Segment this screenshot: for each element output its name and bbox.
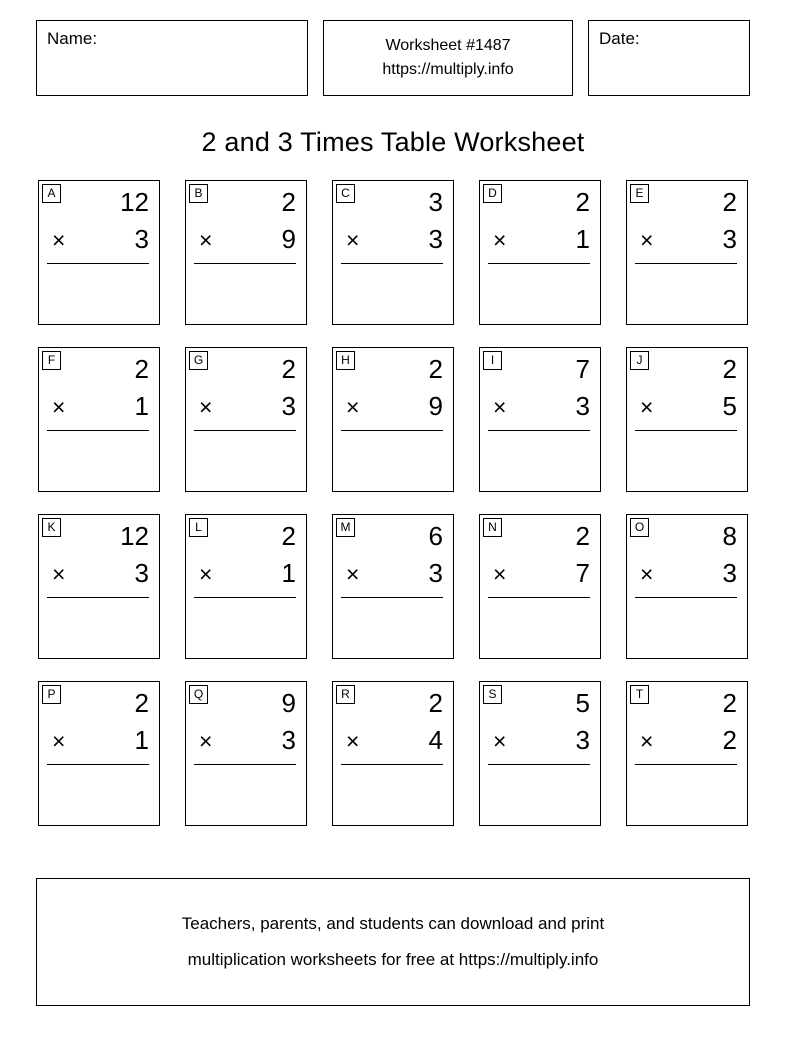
multiplicand: 7 — [575, 354, 590, 384]
multiplicand: 2 — [722, 688, 737, 718]
site-url: https://multiply.info — [382, 61, 514, 78]
multiplier-row — [47, 391, 149, 428]
problem-sum — [488, 521, 590, 598]
answer-rule — [47, 764, 149, 765]
multiplier: 1 — [281, 558, 296, 588]
problem-label: M — [336, 518, 355, 537]
problem-sum — [635, 521, 737, 598]
problem-d[interactable] — [479, 180, 601, 325]
multiplicand: 2 — [722, 354, 737, 384]
multiplicand: 2 — [722, 187, 737, 217]
multiplier-row — [635, 224, 737, 261]
answer-rule — [194, 430, 296, 431]
multiply-icon: × — [52, 394, 66, 420]
multiplier-row — [194, 391, 296, 428]
multiplier: 3 — [134, 558, 149, 588]
multiplicand-row — [635, 354, 737, 391]
problem-label: I — [483, 351, 502, 370]
answer-rule — [341, 597, 443, 598]
page-title: 2 and 3 Times Table Worksheet — [201, 127, 585, 157]
problem-sum — [635, 187, 737, 264]
multiplier-row — [635, 725, 737, 762]
problem-sum — [47, 521, 149, 598]
problem-sum — [47, 187, 149, 264]
answer-rule — [488, 263, 590, 264]
problem-e[interactable] — [626, 180, 748, 325]
problem-label: G — [189, 351, 208, 370]
problem-a[interactable] — [38, 180, 160, 325]
problem-label: R — [336, 685, 355, 704]
multiplicand-row — [341, 688, 443, 725]
multiplicand-row — [635, 521, 737, 558]
problem-r[interactable] — [332, 681, 454, 826]
problem-label: C — [336, 184, 355, 203]
multiply-icon: × — [640, 394, 654, 420]
multiplicand-row — [341, 521, 443, 558]
multiplier: 5 — [722, 391, 737, 421]
multiplier: 3 — [575, 725, 590, 755]
answer-rule — [194, 597, 296, 598]
problem-n[interactable] — [479, 514, 601, 659]
multiply-icon: × — [640, 227, 654, 253]
problem-f[interactable] — [38, 347, 160, 492]
problem-label: E — [630, 184, 649, 203]
multiply-icon: × — [52, 728, 66, 754]
multiplier: 3 — [281, 391, 296, 421]
multiplicand-row — [341, 187, 443, 224]
multiplier: 1 — [134, 725, 149, 755]
multiplicand-row — [194, 688, 296, 725]
multiplier-row — [341, 224, 443, 261]
problem-label: N — [483, 518, 502, 537]
problem-sum — [488, 187, 590, 264]
multiplicand: 2 — [281, 354, 296, 384]
answer-rule — [635, 430, 737, 431]
multiplicand-row — [488, 688, 590, 725]
multiplier-row — [47, 224, 149, 261]
problem-p[interactable] — [38, 681, 160, 826]
multiplier: 3 — [722, 558, 737, 588]
answer-rule — [488, 430, 590, 431]
multiplier-row — [194, 725, 296, 762]
multiply-icon: × — [493, 227, 507, 253]
multiplier-row — [488, 725, 590, 762]
answer-rule — [194, 764, 296, 765]
multiplicand: 9 — [281, 688, 296, 718]
multiplier: 4 — [428, 725, 443, 755]
problem-sum — [47, 688, 149, 765]
multiplier-row — [635, 391, 737, 428]
multiplicand-row — [341, 354, 443, 391]
multiplicand-row — [488, 187, 590, 224]
problem-label: O — [630, 518, 649, 537]
problem-sum — [488, 688, 590, 765]
answer-rule — [341, 764, 443, 765]
problem-sum — [194, 521, 296, 598]
problem-label: H — [336, 351, 355, 370]
multiply-icon: × — [346, 728, 360, 754]
multiplicand-row — [47, 688, 149, 725]
multiplicand-row — [635, 688, 737, 725]
problem-sum — [635, 354, 737, 431]
multiplicand: 5 — [575, 688, 590, 718]
problem-sum — [488, 354, 590, 431]
problem-sum — [341, 521, 443, 598]
problem-h[interactable] — [332, 347, 454, 492]
multiply-icon: × — [52, 561, 66, 587]
multiplier-row — [488, 558, 590, 595]
problem-sum — [341, 187, 443, 264]
multiplicand-row — [194, 521, 296, 558]
multiplicand-row — [194, 187, 296, 224]
problem-label: J — [630, 351, 649, 370]
answer-rule — [47, 263, 149, 264]
multiply-icon: × — [52, 227, 66, 253]
multiplicand: 12 — [120, 521, 149, 551]
multiply-icon: × — [493, 394, 507, 420]
date-label: Date: — [599, 29, 640, 48]
problem-i[interactable] — [479, 347, 601, 492]
multiplier: 3 — [281, 725, 296, 755]
multiplicand: 2 — [575, 187, 590, 217]
name-field[interactable] — [36, 20, 308, 96]
multiplier-row — [488, 224, 590, 261]
multiplier: 3 — [428, 558, 443, 588]
problem-c[interactable] — [332, 180, 454, 325]
multiply-icon: × — [640, 561, 654, 587]
answer-rule — [635, 764, 737, 765]
multiplicand-row — [635, 187, 737, 224]
multiplicand: 2 — [281, 187, 296, 217]
multiplicand: 2 — [428, 688, 443, 718]
problem-label: D — [483, 184, 502, 203]
multiplier: 3 — [722, 224, 737, 254]
problem-s[interactable] — [479, 681, 601, 826]
multiplier-row — [194, 224, 296, 261]
multiplicand: 2 — [134, 688, 149, 718]
multiplier: 2 — [722, 725, 737, 755]
multiply-icon: × — [493, 728, 507, 754]
problem-l[interactable] — [185, 514, 307, 659]
multiplicand: 2 — [134, 354, 149, 384]
problem-label: F — [42, 351, 61, 370]
worksheet-id: Worksheet #1487 — [385, 37, 511, 54]
problem-g[interactable] — [185, 347, 307, 492]
answer-rule — [47, 430, 149, 431]
multiplier-row — [341, 391, 443, 428]
multiplier-row — [194, 558, 296, 595]
problem-sum — [341, 354, 443, 431]
multiplicand-row — [47, 187, 149, 224]
multiplier: 3 — [134, 224, 149, 254]
answer-rule — [488, 764, 590, 765]
multiplier-row — [341, 558, 443, 595]
problem-sum — [341, 688, 443, 765]
multiplicand: 3 — [428, 187, 443, 217]
problem-label: Q — [189, 685, 208, 704]
multiply-icon: × — [640, 728, 654, 754]
date-field[interactable] — [588, 20, 750, 96]
problem-sum — [194, 187, 296, 264]
multiplier: 1 — [134, 391, 149, 421]
problem-sum — [194, 354, 296, 431]
multiply-icon: × — [346, 227, 360, 253]
multiplier: 9 — [428, 391, 443, 421]
problem-q[interactable] — [185, 681, 307, 826]
multiply-icon: × — [199, 561, 213, 587]
multiplicand: 8 — [722, 521, 737, 551]
multiplier-row — [488, 391, 590, 428]
answer-rule — [488, 597, 590, 598]
answer-rule — [194, 263, 296, 264]
multiplicand: 12 — [120, 187, 149, 217]
problem-k[interactable] — [38, 514, 160, 659]
worksheet-info — [323, 20, 573, 96]
problem-label: L — [189, 518, 208, 537]
multiplicand: 2 — [575, 521, 590, 551]
problem-m[interactable] — [332, 514, 454, 659]
answer-rule — [341, 430, 443, 431]
multiplier: 3 — [428, 224, 443, 254]
multiply-icon: × — [346, 561, 360, 587]
problem-t[interactable] — [626, 681, 748, 826]
multiply-icon: × — [493, 561, 507, 587]
multiplicand: 2 — [428, 354, 443, 384]
footer-line-1: Teachers, parents, and students can download and print — [181, 914, 605, 934]
problem-j[interactable] — [626, 347, 748, 492]
problem-label: K — [42, 518, 61, 537]
multiplier-row — [341, 725, 443, 762]
problem-label: A — [42, 184, 61, 203]
multiplier-row — [47, 725, 149, 762]
multiply-icon: × — [346, 394, 360, 420]
multiplicand-row — [194, 354, 296, 391]
multiplicand-row — [47, 521, 149, 558]
multiplier: 3 — [575, 391, 590, 421]
multiplier-row — [47, 558, 149, 595]
multiplier: 1 — [575, 224, 590, 254]
problem-o[interactable] — [626, 514, 748, 659]
multiplicand-row — [488, 354, 590, 391]
multiplier: 7 — [575, 558, 590, 588]
answer-rule — [47, 597, 149, 598]
problem-label: S — [483, 685, 502, 704]
problem-sum — [635, 688, 737, 765]
answer-rule — [635, 597, 737, 598]
multiplicand: 2 — [281, 521, 296, 551]
multiplier-row — [635, 558, 737, 595]
problem-label: P — [42, 685, 61, 704]
problem-grid — [36, 180, 750, 826]
multiplicand-row — [488, 521, 590, 558]
multiply-icon: × — [199, 728, 213, 754]
multiplicand: 6 — [428, 521, 443, 551]
header — [36, 20, 750, 100]
problem-sum — [47, 354, 149, 431]
problem-label: B — [189, 184, 208, 203]
multiplicand-row — [47, 354, 149, 391]
multiply-icon: × — [199, 394, 213, 420]
problem-sum — [194, 688, 296, 765]
multiplier: 9 — [281, 224, 296, 254]
name-label: Name: — [47, 29, 98, 48]
footer-note — [36, 878, 750, 1006]
problem-label: T — [630, 685, 649, 704]
multiply-icon: × — [199, 227, 213, 253]
problem-b[interactable] — [185, 180, 307, 325]
answer-rule — [635, 263, 737, 264]
answer-rule — [341, 263, 443, 264]
footer-line-2: multiplication worksheets for free at https://multiply.info — [187, 950, 599, 969]
